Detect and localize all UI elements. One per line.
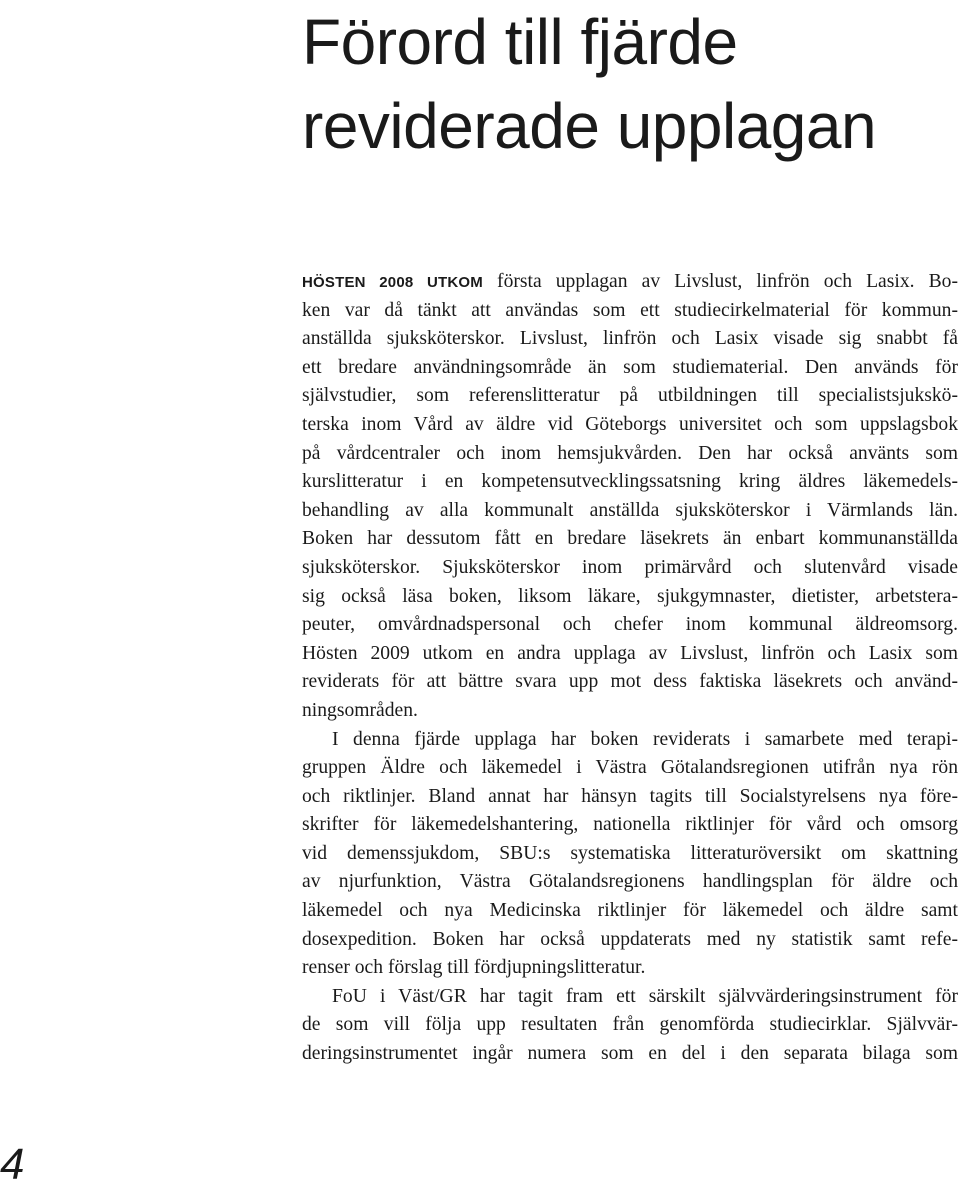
text-line-content: första upplagan av Livslust, linfrön och Lasix. Bo-	[482, 271, 958, 292]
text-line: behandling av alla kommunalt anställda sjuksköterskor i Värmlands län.	[302, 499, 958, 521]
text-line: av njurfunktion, Västra Götalandsregionens handlingsplan för äldre och	[302, 871, 958, 893]
text-line: kurslitteratur i en kompetensutvecklingssatsning kring äldres läkemedels-	[302, 471, 958, 493]
text-line: ken var då tänkt att användas som ett studiecirkelmaterial för kommun-	[302, 299, 958, 321]
text-line: FoU i Väst/GR har tagit fram ett särskilt självvärderingsinstrument för	[332, 985, 958, 1007]
text-line: och riktlinjer. Bland annat har hänsyn tagits till Socialstyrelsens nya före-	[302, 785, 958, 807]
text-line: gruppen Äldre och läkemedel i Västra Götalandsregionen utifrån nya rön	[302, 757, 958, 779]
text-line: ningsområden.	[302, 699, 418, 721]
text-line: peuter, omvårdnadspersonal och chefer inom kommunal äldreomsorg.	[302, 614, 958, 636]
text-line	[302, 268, 958, 297]
page-title	[302, 0, 952, 168]
text-line: renser och förslag till fördjupningslitteratur.	[302, 957, 646, 979]
body-text	[302, 268, 958, 1069]
text-line: I denna fjärde upplaga har boken reviderats i samarbete med terapi-	[332, 728, 958, 750]
text-line: anställda sjuksköterskor. Livslust, linfrön och Lasix visade sig snabbt få	[302, 328, 958, 350]
page-number: 4	[0, 1140, 25, 1189]
text-line: på vårdcentraler och inom hemsjukvården. Den har också använts som	[302, 442, 958, 464]
text-line: reviderats för att bättre svara upp mot dess faktiska läsekrets och använd-	[302, 671, 958, 693]
text-line: självstudier, som referenslitteratur på utbildningen till specialistsjukskö-	[302, 385, 958, 407]
text-line: Hösten 2009 utkom en andra upplaga av Livslust, linfrön och Lasix som	[302, 642, 958, 664]
page-title-line-2: reviderade upplagan	[302, 90, 877, 162]
lead-in: HÖSTEN 2008 UTKOM	[302, 274, 483, 291]
text-line: Boken har dessutom fått en bredare läsekrets än enbart kommunanställda	[302, 528, 958, 550]
text-line: deringsinstrumentet ingår numera som en del i den separata bilaga som	[302, 1043, 958, 1065]
text-line: ett bredare användningsområde än som studiematerial. Den används för	[302, 356, 958, 378]
text-line: terska inom Vård av äldre vid Göteborgs universitet och som uppslagsbok	[302, 413, 958, 435]
page-title-line-1: Förord till fjärde	[302, 6, 738, 78]
text-line: sjuksköterskor. Sjuksköterskor inom primärvård och slutenvård visade	[302, 556, 958, 578]
text-line: de som vill följa upp resultaten från genomförda studiecirklar. Självvär-	[302, 1014, 958, 1036]
text-line: vid demenssjukdom, SBU:s systematiska litteraturöversikt om skattning	[302, 842, 958, 864]
text-line: skrifter för läkemedelshantering, nationella riktlinjer för vård och omsorg	[302, 814, 958, 836]
text-line: dosexpedition. Boken har också uppdaterats med ny statistik samt refe-	[302, 928, 958, 950]
text-line: sig också läsa boken, liksom läkare, sjukgymnaster, dietister, arbetstera-	[302, 585, 958, 607]
text-line: läkemedel och nya Medicinska riktlinjer för läkemedel och äldre samt	[302, 900, 958, 922]
